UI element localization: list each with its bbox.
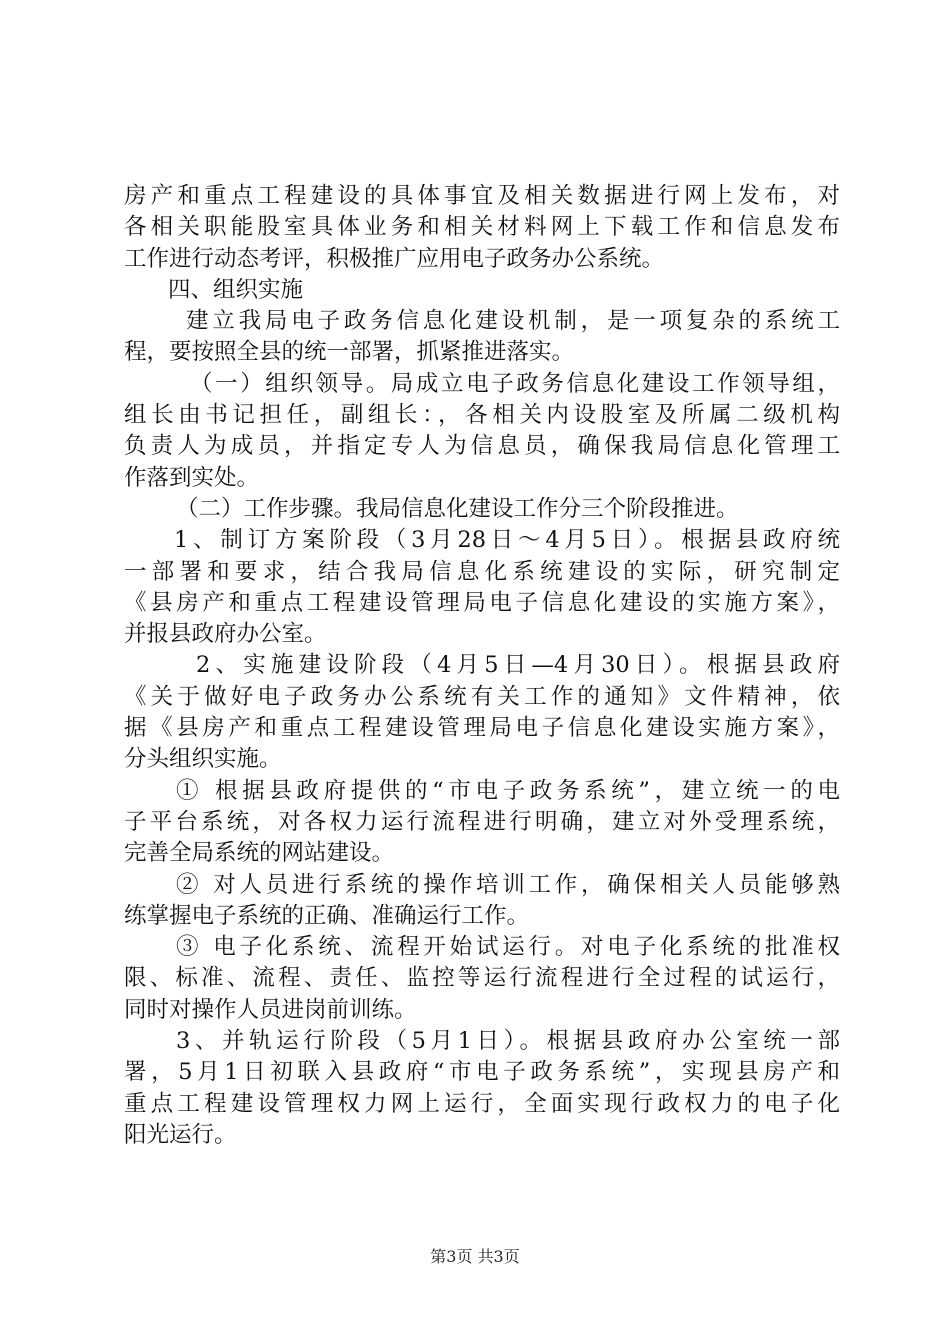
- paragraph-line: 练掌握电子系统的正确、准确运行工作。: [124, 902, 530, 929]
- paragraph-line: 程，要按照全县的统一部署，抓紧推进落实。: [124, 339, 575, 366]
- paragraph-line: 1、制订方案阶段（3月28日～4月5日）。根据县政府统: [174, 527, 840, 554]
- paragraph-line: 完善全局系统的网站建设。: [124, 840, 395, 867]
- paragraph-line: 重点工程建设管理权力网上运行，全面实现行政权力的电子化: [124, 1090, 840, 1117]
- paragraph-line: 2、实施建设阶段（4月5日—4月30日）。根据县政府: [196, 652, 840, 679]
- paragraph-line: 工作进行动态考评，积极推广应用电子政务办公系统。: [124, 245, 665, 272]
- paragraph-line: 同时对操作人员进岗前训练。: [124, 996, 417, 1023]
- paragraph-line: ① 根据县政府提供的“市电子政务系统”，建立统一的电: [176, 777, 840, 804]
- paragraph-line: （二）工作步骤。我局信息化建设工作分三个阶段推进。: [176, 495, 739, 522]
- paragraph-line: （一）组织领导。局成立电子政务信息化建设工作领导组，: [190, 370, 840, 397]
- paragraph-line: 《关于做好电子政务办公系统有关工作的通知》文件精神，依: [124, 683, 840, 710]
- paragraph-line: 3、并轨运行阶段（5月1日）。根据县政府办公室统一部: [176, 1028, 840, 1055]
- paragraph-line: 组长由书记担任，副组长：，各相关内设股室及所属二级机构: [124, 402, 840, 429]
- document-body: [124, 181, 840, 1151]
- paragraph-line: 分头组织实施。: [124, 746, 282, 773]
- paragraph-line: 并报县政府办公室。: [124, 621, 327, 648]
- paragraph-line: ③ 电子化系统、流程开始试运行。对电子化系统的批准权: [176, 934, 840, 961]
- paragraph-line: 作落到实处。: [124, 464, 260, 491]
- paragraph-line: 限、标准、流程、责任、监控等运行流程进行全过程的试运行，: [124, 965, 840, 992]
- paragraph-line: 子平台系统，对各权力运行流程进行明确，建立对外受理系统，: [124, 808, 840, 835]
- paragraph-line: 据《县房产和重点工程建设管理局电子信息化建设实施方案》，: [124, 715, 840, 742]
- paragraph-line: 署，5月1日初联入县政府“市电子政务系统”，实现县房产和: [124, 1059, 840, 1086]
- paragraph-line: 房产和重点工程建设的具体事宜及相关数据进行网上发布，对: [124, 183, 840, 209]
- page-footer: 第3页 共3页: [430, 1247, 520, 1266]
- paragraph-line: 一部署和要求，结合我局信息化系统建设的实际，研究制定: [124, 558, 840, 585]
- paragraph-line: 阳光运行。: [124, 1121, 237, 1148]
- paragraph-line: 建立我局电子政务信息化建设机制，是一项复杂的系统工: [186, 308, 840, 335]
- paragraph-line: 各相关职能股室具体业务和相关材料网上下载工作和信息发布: [124, 214, 840, 241]
- paragraph-line: 负责人为成员，并指定专人为信息员，确保我局信息化管理工: [124, 433, 840, 460]
- paragraph-line: 四、组织实施: [168, 276, 304, 303]
- paragraph-line: 《县房产和重点工程建设管理局电子信息化建设的实施方案》，: [124, 589, 840, 616]
- paragraph-line: ② 对人员进行系统的操作培训工作，确保相关人员能够熟: [176, 871, 840, 898]
